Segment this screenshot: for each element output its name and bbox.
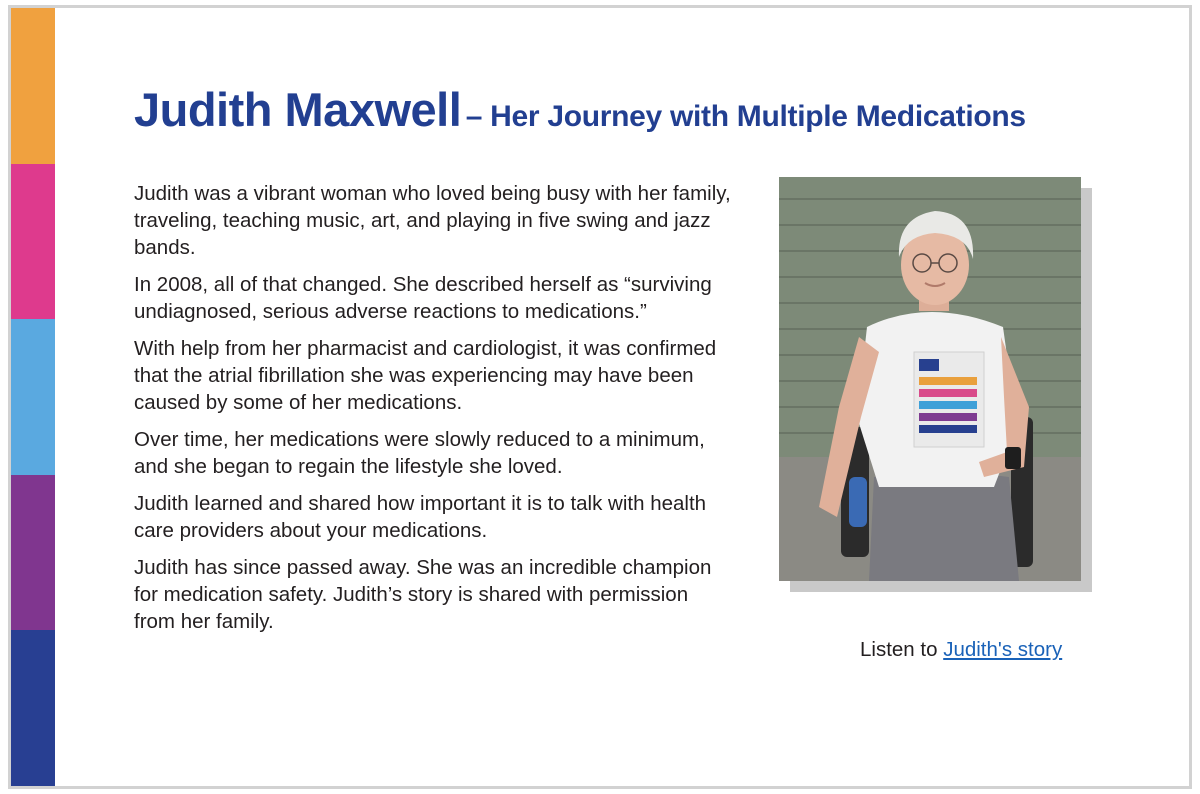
title-subtitle: – Her Journey with Multiple Medications xyxy=(465,100,1026,133)
paragraph-4: Over time, her medications were slowly reduced to a minimum, and she began to regain the lifestyle she loved. xyxy=(134,428,705,478)
color-bar-blue xyxy=(11,319,55,475)
portrait-photo xyxy=(779,177,1081,581)
paragraph-3: With help from her pharmacist and cardiologist, it was confirmed that the atrial fibrillation she was experiencing may have been caused by some of her medications. xyxy=(134,337,717,414)
judith-story-link[interactable]: Judith's story xyxy=(943,638,1063,661)
story-text xyxy=(134,180,734,645)
color-bar-orange xyxy=(11,8,55,164)
page-title xyxy=(134,82,1026,137)
color-bar-navy xyxy=(11,630,55,786)
paragraph-6: Judith has since passed away. She was an incredible champion for medication safety. Judith’s story is shared with permission from her family. xyxy=(134,556,712,633)
color-bar xyxy=(11,8,55,786)
color-bar-pink xyxy=(11,164,55,320)
listen-prefix: Listen to xyxy=(860,638,944,661)
title-name: Judith Maxwell xyxy=(134,83,462,136)
paragraph-1: Judith was a vibrant woman who loved being busy with her family, traveling, teaching music, art, and playing in five swing and jazz bands. xyxy=(134,182,731,259)
paragraph-2: In 2008, all of that changed. She described herself as “surviving undiagnosed, serious adverse reactions to medications.” xyxy=(134,273,712,323)
paragraph-5: Judith learned and shared how important it is to talk with health care providers about your medications. xyxy=(134,492,707,542)
color-bar-purple xyxy=(11,475,55,631)
listen-line xyxy=(860,638,1062,662)
